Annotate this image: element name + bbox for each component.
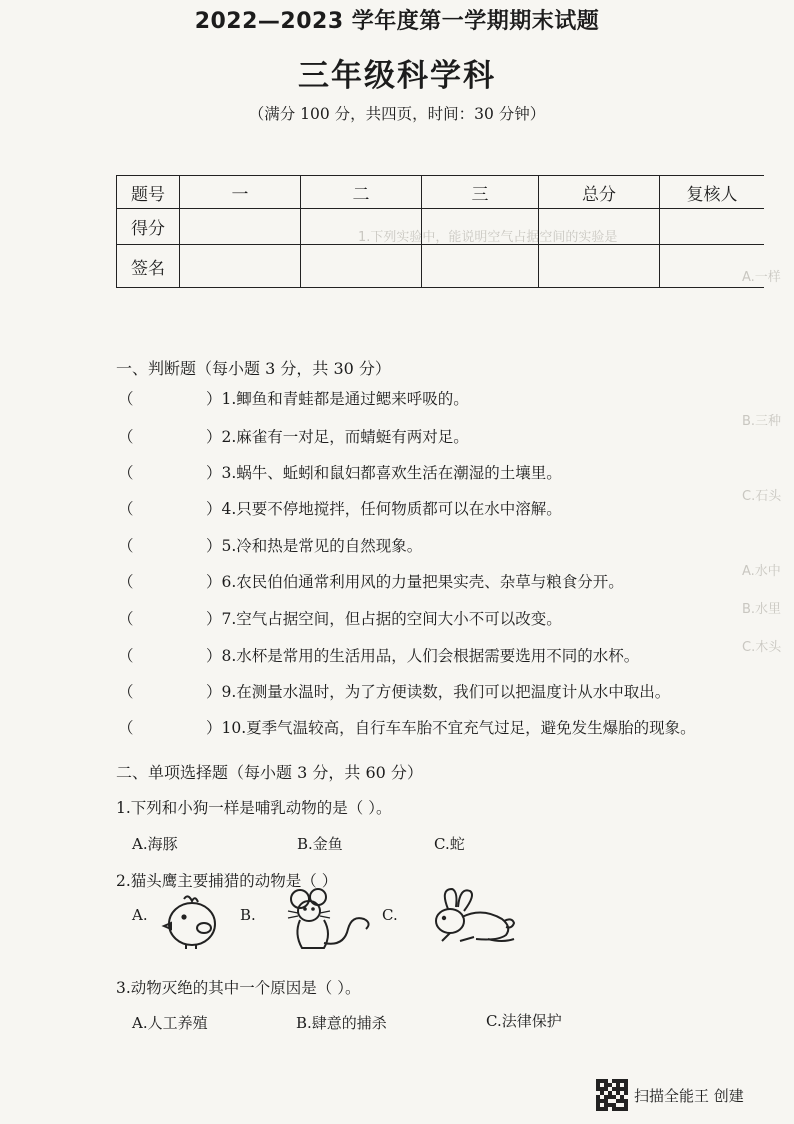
score-header-cell: 一 xyxy=(180,176,301,209)
question-text: 10.夏季气温较高，自行车车胎不宜充气过足，避免发生爆胎的现象。 xyxy=(221,719,696,737)
option-a[interactable]: A.人工养殖 xyxy=(132,1014,208,1032)
score-header-cell: 总分 xyxy=(539,176,660,209)
question-1: 1.下列和小狗一样是哺乳动物的是（ ）。 xyxy=(116,799,392,817)
question-2: 2.猫头鹰主要捕猎的动物是（ ） xyxy=(116,872,338,890)
question-text: 6.农民伯伯通常利用风的力量把果实壳、杂草与粮食分开。 xyxy=(221,573,624,591)
signature-row-label: 签名 xyxy=(117,245,180,288)
option-c[interactable]: C.法律保护 xyxy=(486,1012,562,1030)
true-false-item: （ ）1.鲫鱼和青蛙都是通过鳃来呼吸的。 xyxy=(118,387,469,409)
answer-bracket[interactable]: （ xyxy=(118,683,134,701)
question-text: 7.空气占据空间，但占据的空间大小不可以改变。 xyxy=(221,610,562,628)
answer-bracket[interactable]: （ xyxy=(118,390,134,408)
answer-bracket[interactable]: （ xyxy=(118,537,134,555)
bleed-text: B.三种 xyxy=(742,414,782,429)
true-false-item: （ ）6.农民伯伯通常利用风的力量把果实壳、杂草与粮食分开。 xyxy=(118,570,624,592)
true-false-item: （ ）7.空气占据空间，但占据的空间大小不可以改变。 xyxy=(118,607,562,629)
section1-heading: 一、判断题（每小题 3 分，共 30 分） xyxy=(116,359,391,378)
exam-title: 2022—2023 学年度第一学期期末试题 xyxy=(194,9,600,34)
question-text: 3.蜗牛、蚯蚓和鼠妇都喜欢生活在潮湿的土壤里。 xyxy=(221,464,562,482)
true-false-item: （ ）2.麻雀有一对足，而蜻蜓有两对足。 xyxy=(118,425,469,447)
answer-bracket[interactable]: （ xyxy=(118,610,134,628)
question-text: 5.冷和热是常见的自然现象。 xyxy=(221,537,423,555)
mouse-icon xyxy=(286,887,372,953)
signature-cell[interactable] xyxy=(301,245,422,288)
score-header-cell: 二 xyxy=(301,176,422,209)
exam-info: （满分 100 分，共四页，时间：30 分钟） xyxy=(248,105,546,123)
score-cell[interactable] xyxy=(422,209,539,245)
score-cell[interactable] xyxy=(539,209,660,245)
score-cell[interactable] xyxy=(180,209,301,245)
scanner-watermark-text: 扫描全能王 创建 xyxy=(634,1086,744,1105)
signature-cell[interactable] xyxy=(422,245,539,288)
true-false-item: （ ）9.在测量水温时，为了方便读数，我们可以把温度计从水中取出。 xyxy=(118,680,670,702)
signature-cell[interactable] xyxy=(180,245,301,288)
rabbit-icon xyxy=(428,887,518,945)
bleed-text: A.一样 xyxy=(742,270,781,285)
bleed-text: 1.下列实验中，能说明空气占据空间的实验是 xyxy=(358,230,618,245)
signature-row xyxy=(117,245,765,288)
answer-bracket[interactable]: （ xyxy=(118,428,134,446)
score-cell[interactable] xyxy=(660,209,765,245)
score-cell[interactable] xyxy=(301,209,422,245)
answer-bracket[interactable]: （ xyxy=(118,647,134,665)
section2-heading: 二、单项选择题（每小题 3 分，共 60 分） xyxy=(116,763,423,782)
signature-cell[interactable] xyxy=(539,245,660,288)
bleed-text: B.水里 xyxy=(742,602,782,617)
option-c[interactable]: C.蛇 xyxy=(434,835,465,853)
scanner-watermark xyxy=(596,1079,744,1111)
answer-bracket[interactable]: （ xyxy=(118,500,134,518)
score-header-cell: 题号 xyxy=(117,176,180,209)
chick-icon xyxy=(160,893,224,951)
answer-bracket[interactable]: （ xyxy=(118,573,134,591)
score-header-cell: 三 xyxy=(422,176,539,209)
option-b[interactable]: B.金鱼 xyxy=(297,835,343,853)
question-text: 4.只要不停地搅拌，任何物质都可以在水中溶解。 xyxy=(221,500,562,518)
option-b[interactable]: B.肆意的捕杀 xyxy=(296,1014,387,1032)
option-b[interactable]: B. xyxy=(240,906,256,924)
true-false-item: （ ）5.冷和热是常见的自然现象。 xyxy=(118,534,422,556)
exam-subject: 三年级科学科 xyxy=(298,58,496,94)
score-row-label: 得分 xyxy=(117,209,180,245)
score-header-cell: 复核人 xyxy=(660,176,765,209)
bleed-text: A.水中 xyxy=(742,564,781,579)
option-c[interactable]: C. xyxy=(382,906,398,924)
true-false-item: （ ）3.蜗牛、蚯蚓和鼠妇都喜欢生活在潮湿的土壤里。 xyxy=(118,461,562,483)
bleed-text: C.石头 xyxy=(742,489,782,504)
question-text: 9.在测量水温时，为了方便读数，我们可以把温度计从水中取出。 xyxy=(221,683,671,701)
score-table xyxy=(116,175,764,288)
signature-cell[interactable] xyxy=(660,245,765,288)
question-text: 2.麻雀有一对足，而蜻蜓有两对足。 xyxy=(221,428,469,446)
bleed-text: C.木头 xyxy=(742,640,782,655)
true-false-item: （ ）4.只要不停地搅拌，任何物质都可以在水中溶解。 xyxy=(118,497,562,519)
true-false-item: （ ）10.夏季气温较高，自行车车胎不宜充气过足，避免发生爆胎的现象。 xyxy=(118,716,696,738)
answer-bracket[interactable]: （ xyxy=(118,719,134,737)
question-text: 1.鲫鱼和青蛙都是通过鳃来呼吸的。 xyxy=(221,390,469,408)
qr-code-icon xyxy=(596,1079,628,1111)
score-row xyxy=(117,209,765,245)
answer-bracket[interactable]: （ xyxy=(118,464,134,482)
true-false-item: （ ）8.水杯是常用的生活用品，人们会根据需要选用不同的水杯。 xyxy=(118,644,639,666)
score-table-header-row xyxy=(117,176,765,209)
question-text: 8.水杯是常用的生活用品，人们会根据需要选用不同的水杯。 xyxy=(221,647,640,665)
option-a[interactable]: A.海豚 xyxy=(132,835,178,853)
question-3: 3.动物灭绝的其中一个原因是（ ）。 xyxy=(116,979,361,997)
option-a[interactable]: A. xyxy=(132,906,148,924)
